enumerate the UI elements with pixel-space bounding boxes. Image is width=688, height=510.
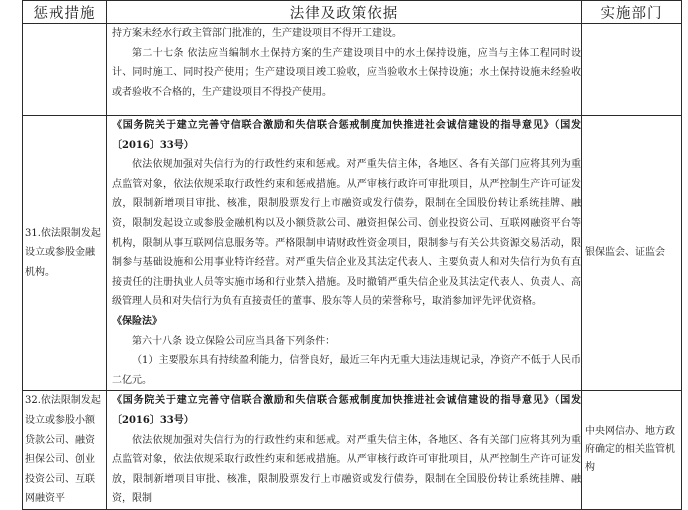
header-legal-basis: 法律及政策依据 [107, 1, 582, 24]
law-clause: （1）主要股东具有持续盈利能力，信誉良好，最近三年内无重大违法违规记录，净资产不低于人民币二亿元。 [112, 355, 581, 386]
department-cell: 银保监会、证监会 [582, 116, 682, 391]
policy-title: 《国务院关于建立完善守信联合激励和失信联合惩戒制度加快推进社会诚信建设的指导意见》（国发〔2016〕33号） [112, 120, 581, 151]
law-title: 《保险法》 [112, 315, 162, 327]
legal-basis-cell [107, 391, 582, 510]
legal-basis-cell [107, 116, 582, 391]
department-cell [582, 24, 682, 116]
law-article: 第六十八条 设立保险公司应当具备下列条件： [132, 335, 336, 347]
table-row [23, 391, 682, 510]
header-measures: 惩戒措施 [23, 1, 107, 24]
table-header-row [23, 1, 682, 24]
basis-paragraph: 依法依规加强对失信行为的行政性约束和惩戒。对严重失信主体，各地区、各有关部门应将其列为重点监管对象，依法依规采取行政性约束和惩戒措施。从严审核行政许可审批项目，从严控制生产许可证发放，限制新增项目审批、核准，限制股票发行上市融资或发行债券，限制在全国股份转让系统挂牌、融资，限制 [112, 434, 581, 505]
legal-basis-cell [107, 24, 582, 116]
measure-cell [23, 24, 107, 116]
measure-cell: 31.依法限制发起设立或参股金融机构。 [23, 116, 107, 391]
basis-paragraph: 第二十七条 依法应当编制水土保持方案的生产建设项目中的水土保持设施，应当与主体工程同时设计、同时施工、同时投产使用；生产建设项目竣工验收，应当验收水土保持设施；水土保持设施未经验收或者验收不合格的，生产建设项目不得投产使用。 [112, 47, 581, 98]
measure-cell: 32.依法限制发起设立或参股小额贷款公司、融资担保公司、创业投资公司、互联网融资平 [23, 391, 107, 510]
table-row [23, 116, 682, 391]
basis-paragraph: 依法依规加强对失信行为的行政性约束和惩戒。对严重失信主体，各地区、各有关部门应将其列为重点监管对象，依法依规采取行政性约束和惩戒措施。从严审核行政许可审批项目，从严控制生产许可证发放，限制新增项目审批、核准，限制股票发行上市融资或发行债券，限制在全国股份转让系统挂牌、融资，限制发起设立或参股金融机构以及小额贷款公司、融资担保公司、创业投资公司、互联网融资平台等机构，限制从事互联网信息服务等。严格限制申请财政性资金项目，限制参与有关公共资源交易活动，限制参与基础设施和公用事业特许经营。对严重失信企业及其法定代表人、主要负责人和对失信行为负有直接责任的注册执业人员等实施市场和行业禁入措施。及时撤销严重失信企业及其法定代表人、负责人、高级管理人员和对失信行为负有直接责任的董事、股东等人员的荣誉称号，取消参加评先评优资格。 [112, 159, 581, 308]
department-cell: 中央网信办、地方政府确定的相关监管机构 [582, 391, 682, 510]
header-department: 实施部门 [582, 1, 682, 24]
policy-title: 《国务院关于建立完善守信联合激励和失信联合惩戒制度加快推进社会诚信建设的指导意见》（国发〔2016〕33号） [112, 395, 581, 426]
table-row [23, 24, 682, 116]
basis-paragraph: 持方案未经水行政主管部门批准的，生产建设项目不得开工建设。 [112, 28, 402, 39]
penalty-measures-table [22, 0, 682, 510]
